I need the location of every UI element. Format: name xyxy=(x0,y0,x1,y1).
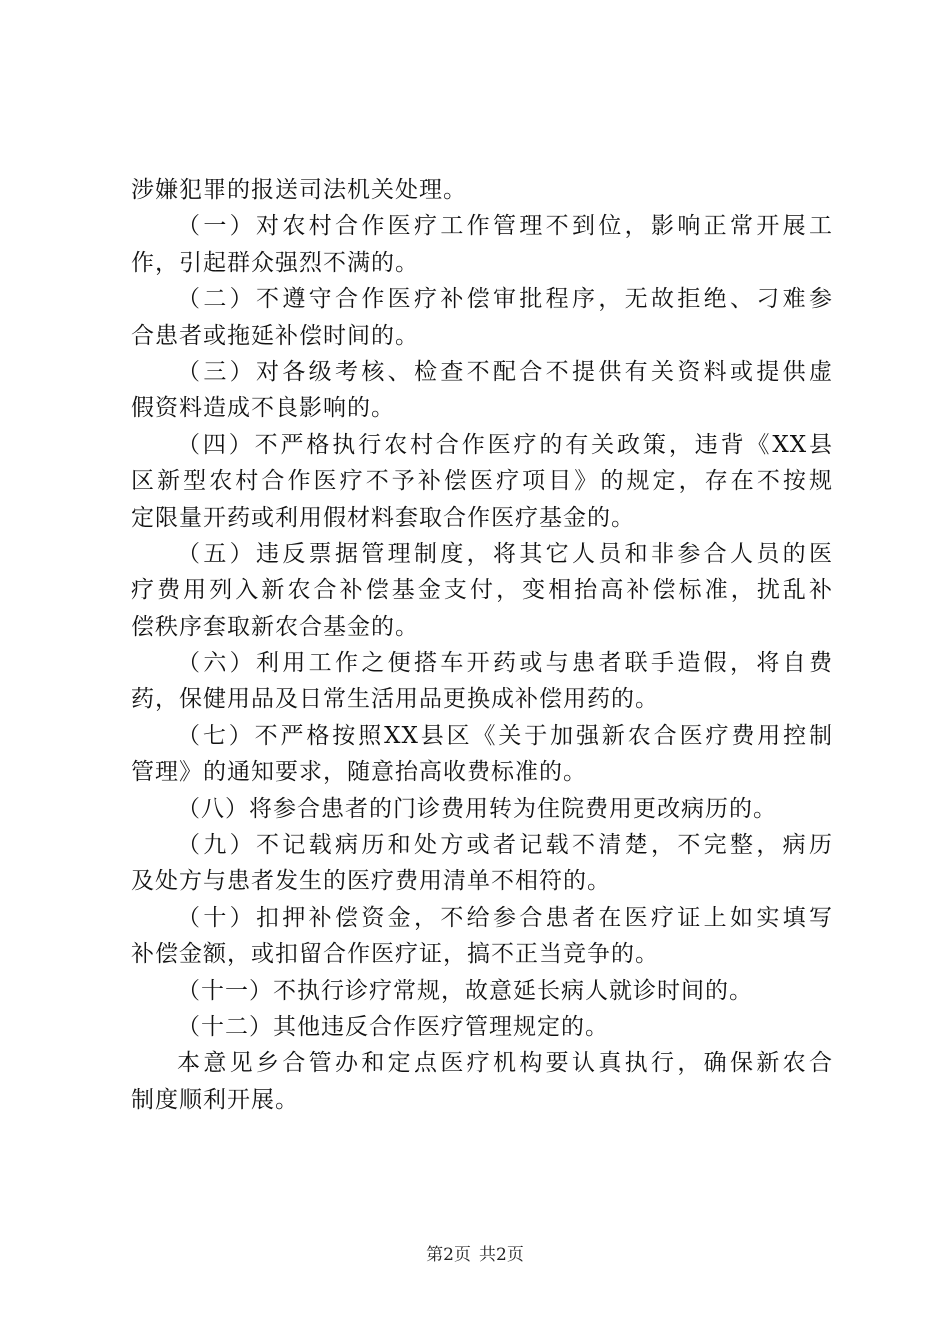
body-line: 作，引起群众强烈不满的。 xyxy=(131,249,419,276)
body-line: 补偿金额，或扣留合作医疗证，搞不正当竞争的。 xyxy=(131,941,659,968)
body-line: 及处方与患者发生的医疗费用清单不相符的。 xyxy=(131,868,611,895)
page-total: 共2页 xyxy=(479,1245,524,1265)
body-line: （二）不遵守合作医疗补偿审批程序，无故拒绝、刁难参 xyxy=(177,286,833,313)
body-line: （三）对各级考核、检查不配合不提供有关资料或提供虚 xyxy=(177,358,833,385)
body-line: 药，保健用品及日常生活用品更换成补偿用药的。 xyxy=(131,686,659,713)
body-line: 定限量开药或利用假材料套取合作医疗基金的。 xyxy=(131,504,635,531)
document-body xyxy=(131,172,833,1118)
body-line: （七）不严格按照XX县区《关于加强新农合医疗费用控制 xyxy=(177,722,833,749)
body-line: 区新型农村合作医疗不予补偿医疗项目》的规定，存在不按规 xyxy=(131,468,833,495)
body-line: 制度顺利开展。 xyxy=(131,1086,299,1113)
page-number: 第2页 xyxy=(426,1245,471,1265)
body-line: 涉嫌犯罪的报送司法机关处理。 xyxy=(131,177,467,203)
body-line: 合患者或拖延补偿时间的。 xyxy=(131,322,419,349)
body-line: 偿秩序套取新农合基金的。 xyxy=(131,613,419,640)
body-line: 假资料造成不良影响的。 xyxy=(131,395,395,422)
body-line: （五）违反票据管理制度，将其它人员和非参合人员的医 xyxy=(177,540,833,567)
body-line: （六）利用工作之便搭车开药或与患者联手造假，将自费 xyxy=(177,650,833,677)
body-line: （十二）其他违反合作医疗管理规定的。 xyxy=(177,1013,609,1040)
body-line: （八）将参合患者的门诊费用转为住院费用更改病历的。 xyxy=(177,795,777,822)
page-footer xyxy=(0,1243,950,1267)
body-line: （九）不记载病历和处方或者记载不清楚，不完整，病历 xyxy=(177,832,833,859)
body-line: 管理》的通知要求，随意抬高收费标准的。 xyxy=(131,759,587,786)
body-line: （十一）不执行诊疗常规，故意延长病人就诊时间的。 xyxy=(177,977,753,1004)
body-line: （四）不严格执行农村合作医疗的有关政策，违背《XX县 xyxy=(177,431,833,458)
body-line: 疗费用列入新农合补偿基金支付，变相抬高补偿标准，扰乱补 xyxy=(131,577,833,604)
body-line: 本意见乡合管办和定点医疗机构要认真执行，确保新农合 xyxy=(177,1050,833,1077)
body-line: （十）扣押补偿资金，不给参合患者在医疗证上如实填写 xyxy=(177,904,833,931)
body-line: （一）对农村合作医疗工作管理不到位，影响正常开展工 xyxy=(177,213,833,240)
